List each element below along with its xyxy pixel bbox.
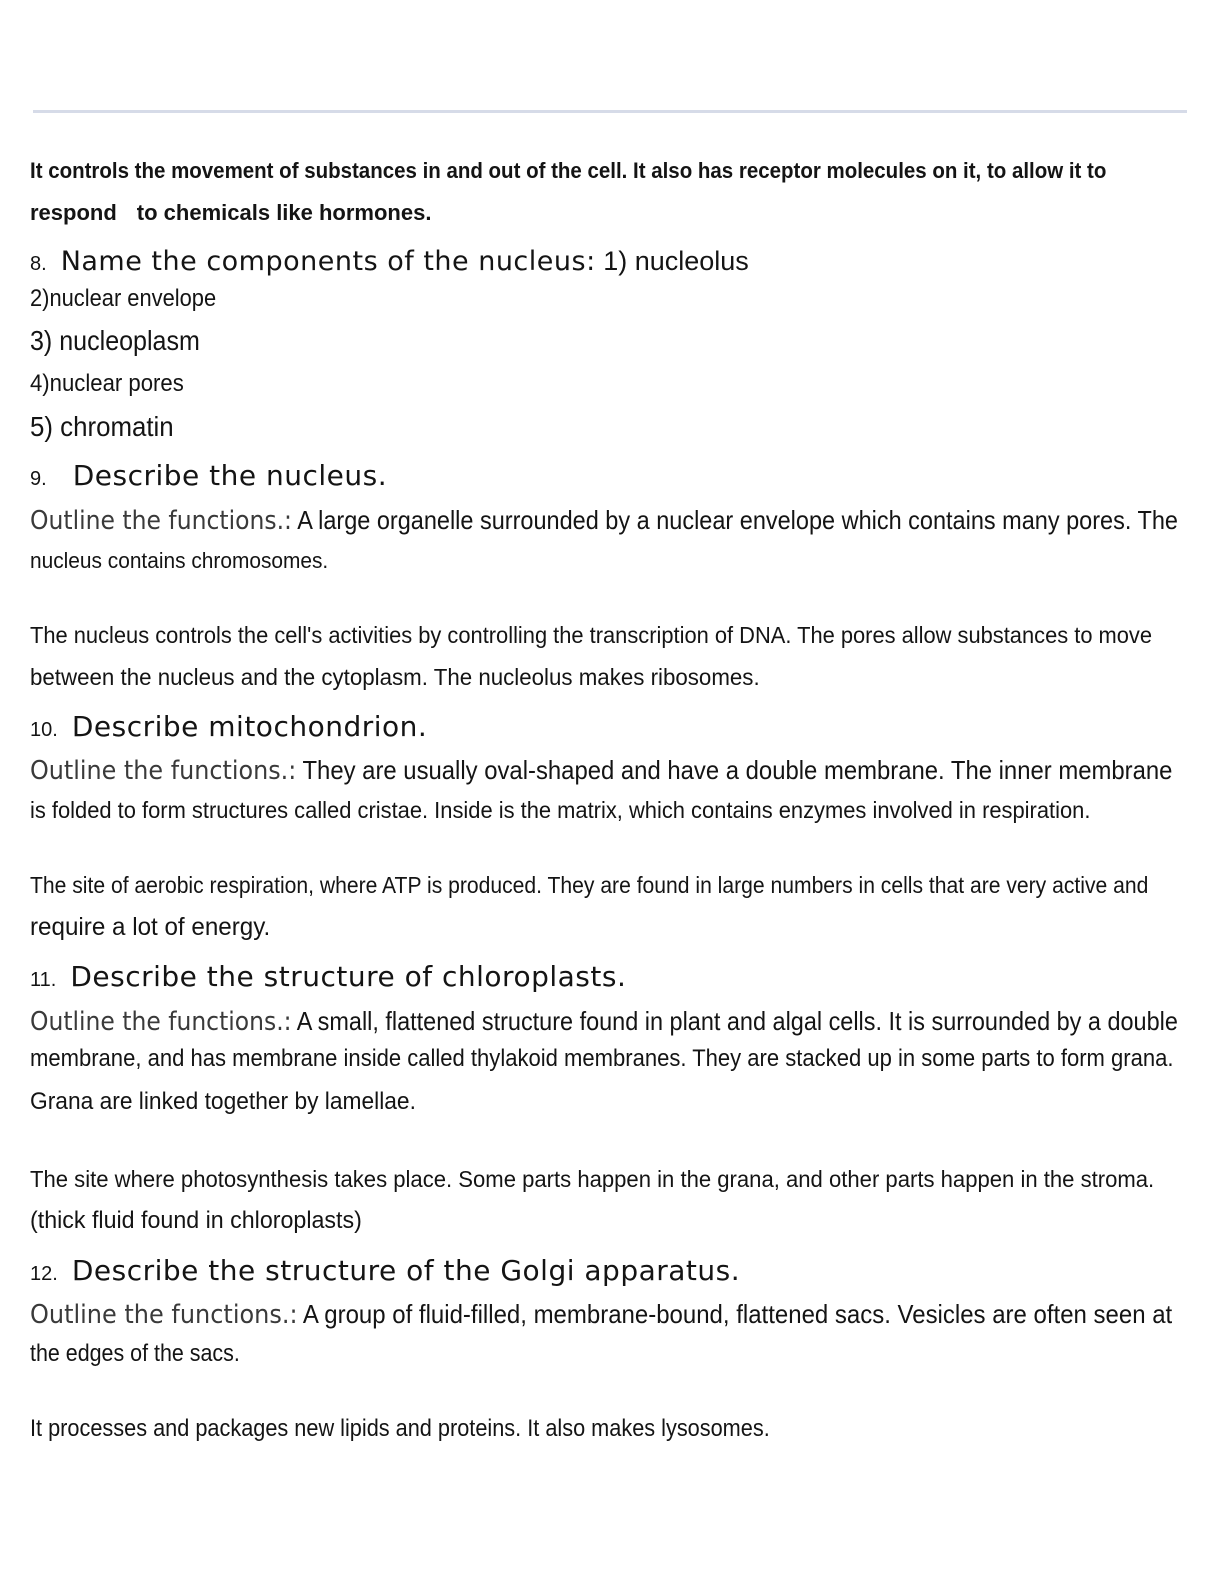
q9-line-2: nucleus contains chromosomes. xyxy=(30,548,329,573)
q8-item-3: 3) nucleoplasm xyxy=(30,325,200,356)
q10-outline-label: Outline the functions.: xyxy=(30,756,297,786)
q9-line-4: between the nucleus and the cytoplasm. The nucleolus makes ribosomes. xyxy=(30,664,760,690)
q10-text-1: They are usually oval-shaped and have a double membrane. The inner membrane xyxy=(302,755,1173,785)
q12-heading xyxy=(30,1254,740,1287)
q8-number: 8. xyxy=(30,253,47,275)
q12-line-2: the edges of the sacs. xyxy=(30,1340,240,1367)
q10-heading xyxy=(30,710,427,743)
intro-line-2 xyxy=(30,200,431,226)
q10-prompt: Describe mitochondrion. xyxy=(71,710,428,743)
q11-line-2: membrane, and has membrane inside called thylakoid membranes. They are stacked up in some parts to form grana. xyxy=(30,1045,1174,1072)
q9-line-1 xyxy=(30,505,1178,536)
q9-heading xyxy=(30,459,387,492)
intro-hormones: to chemicals like hormones. xyxy=(136,200,432,225)
q11-line-4: The site where photosynthesis takes place. Some parts happen in the grana, and other parts happen in the stroma. xyxy=(30,1166,1155,1192)
q10-line-2: is folded to form structures called cristae. Inside is the matrix, which contains enzymes involved in respiration. xyxy=(30,797,1091,823)
header-rule xyxy=(33,110,1187,113)
q8-heading xyxy=(30,246,749,277)
intro-respond: respond xyxy=(30,200,117,225)
q12-number: 12. xyxy=(30,1263,58,1285)
q9-outline-label: Outline the functions.: xyxy=(30,506,292,536)
q12-line-1 xyxy=(30,1299,1172,1330)
q12-line-3: It processes and packages new lipids and proteins. It also makes lysosomes. xyxy=(30,1415,770,1442)
q9-number: 9. xyxy=(30,468,47,490)
q8-item-4: 4)nuclear pores xyxy=(30,370,184,397)
q12-text-1: A group of fluid-filled, membrane-bound, flattened sacs. Vesicles are often seen at xyxy=(302,1299,1173,1329)
intro-line-1: It controls the movement of substances in and out of the cell. It also has receptor molecules on it, to allow it to xyxy=(30,158,1107,183)
q12-outline-label: Outline the functions.: xyxy=(30,1300,298,1330)
q11-prompt: Describe the structure of chloroplasts. xyxy=(70,960,627,993)
q9-text-1: A large organelle surrounded by a nuclear envelope which contains many pores. The xyxy=(297,505,1178,535)
q11-line-1 xyxy=(30,1006,1178,1037)
q8-item-1: 1) nucleolus xyxy=(603,246,749,276)
q12-prompt: Describe the structure of the Golgi apparatus. xyxy=(71,1254,741,1287)
q8-item-5: 5) chromatin xyxy=(30,411,174,442)
q9-prompt: Describe the nucleus. xyxy=(72,459,388,492)
q11-heading xyxy=(30,960,626,993)
q9-line-3: The nucleus controls the cell's activities by controlling the transcription of DNA. The pores allow substances to move xyxy=(30,622,1153,648)
q11-text-1: A small, flattened structure found in plant and algal cells. It is surrounded by a double xyxy=(296,1006,1178,1036)
q11-outline-label: Outline the functions.: xyxy=(30,1007,292,1037)
q11-line-3: Grana are linked together by lamellae. xyxy=(30,1088,416,1115)
q8-prompt: Name the components of the nucleus: xyxy=(60,246,596,277)
q11-line-5: (thick fluid found in chloroplasts) xyxy=(30,1207,362,1234)
q8-item-2: 2)nuclear envelope xyxy=(30,285,217,312)
q10-line-4: require a lot of energy. xyxy=(30,913,271,941)
q10-line-1 xyxy=(30,755,1172,786)
q10-number: 10. xyxy=(30,719,58,741)
q11-number: 11. xyxy=(30,969,57,991)
q10-line-3: The site of aerobic respiration, where ATP is produced. They are found in large numbers in cells that are very active and xyxy=(30,872,1149,898)
